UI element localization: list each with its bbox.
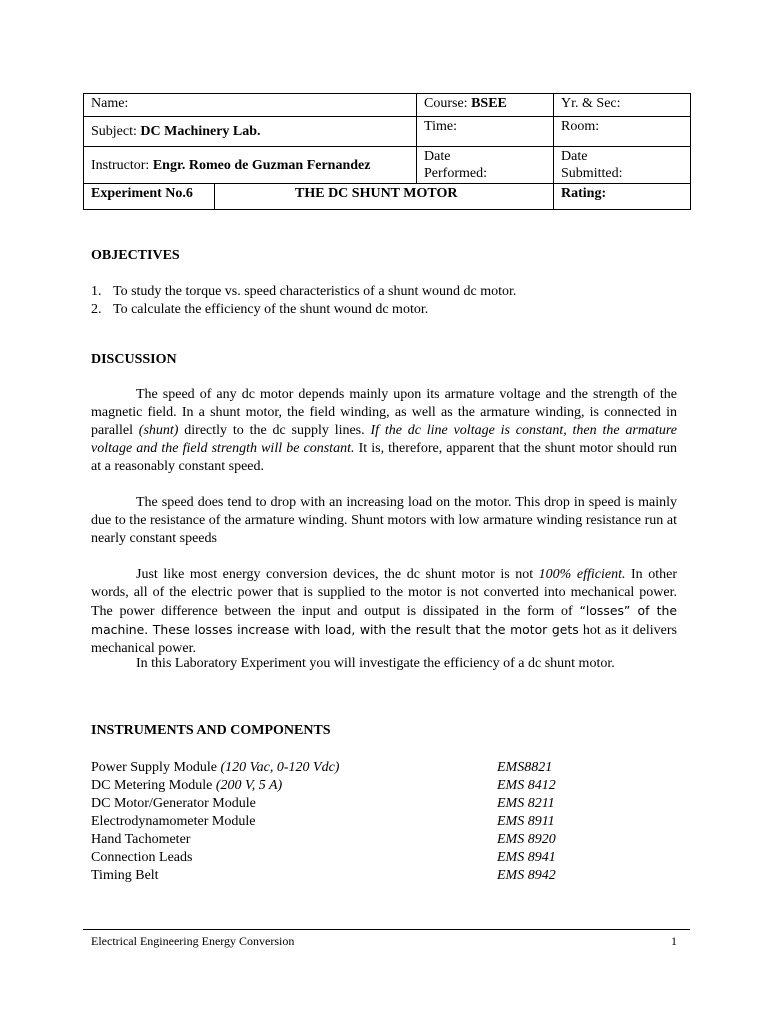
instrument-name: Timing Belt — [91, 868, 159, 883]
italic-run: If the dc line voltage is constant, then the armature voltage and the field strength will be constant. — [91, 423, 677, 456]
rating-label: Rating: — [561, 186, 607, 201]
name-label: Name: — [91, 96, 129, 111]
instrument-code: EMS 8941 — [497, 850, 556, 865]
text-run: hot as it delivers mechanical power. — [91, 623, 677, 656]
rating-cell — [554, 184, 691, 210]
instrument-name: Hand Tachometer — [91, 832, 191, 847]
instrument-name: Electrodynamometer Module — [91, 814, 256, 829]
list-item — [91, 795, 591, 813]
subject-value: DC Machinery Lab. — [140, 124, 261, 139]
date-performed-cell — [417, 147, 554, 184]
date-submitted-label-2: Submitted: — [561, 166, 623, 181]
list-item — [91, 831, 591, 849]
text-run: In other words, all of the electric power that is supplied to the motor is not converted into mechanical power. The power difference between the input and output is dissipated in the form of — [91, 567, 677, 619]
date-submitted-label-1: Date — [561, 149, 588, 164]
yrsec-cell — [554, 94, 691, 117]
instrument-name: DC Motor/Generator Module — [91, 796, 256, 811]
text-run: directly to the dc supply lines. — [178, 423, 371, 438]
instruments-list — [91, 759, 591, 885]
instrument-name: Connection Leads — [91, 850, 193, 865]
experiment-title-cell — [215, 184, 554, 210]
discussion-paragraph-4: In this Laboratory Experiment you will investigate the efficiency of a dc shunt motor. — [136, 656, 615, 671]
discussion-paragraph-3 — [91, 566, 677, 658]
time-cell — [417, 117, 554, 147]
instrument-code: EMS 8920 — [497, 832, 556, 847]
experiment-number — [84, 184, 215, 210]
lab-info-table — [83, 93, 691, 210]
instrument-name: DC Metering Module — [91, 778, 216, 793]
name-cell — [84, 94, 417, 117]
time-label: Time: — [424, 119, 457, 134]
list-item — [91, 849, 591, 867]
experiment-title: THE DC SHUNT MOTOR — [295, 186, 458, 201]
list-item — [91, 283, 516, 301]
instructor-cell — [84, 147, 417, 184]
instrument-code: EMS 8911 — [497, 814, 555, 829]
page-number: 1 — [671, 934, 677, 948]
list-text: To calculate the efficiency of the shunt wound dc motor. — [113, 302, 429, 317]
room-label: Room: — [561, 119, 600, 134]
instructor-value: Engr. Romeo de Guzman Fernandez — [152, 157, 371, 173]
footer-divider — [83, 929, 690, 930]
text-run: It is, therefore, apparent that the shunt motor should run at a reasonably constant speed. — [91, 441, 677, 474]
subject-label: Subject: — [91, 124, 137, 139]
discussion-heading: DISCUSSION — [91, 352, 177, 367]
subject-cell — [84, 117, 417, 147]
list-number: 1. — [91, 284, 102, 299]
course-label: Course: — [424, 96, 468, 111]
footer-text: Electrical Engineering Energy Conversion — [91, 934, 295, 948]
instruments-heading: INSTRUMENTS AND COMPONENTS — [91, 723, 331, 738]
room-cell — [554, 117, 691, 147]
yrsec-label: Yr. & Sec: — [561, 96, 621, 111]
sans-run: “losses” of the machine. These losses increase with load, with the result that the motor gets — [91, 603, 677, 637]
list-item — [91, 867, 591, 885]
instructor-label: Instructor: — [91, 157, 150, 173]
italic-run: (shunt) — [138, 423, 179, 438]
italic-run: 100% efficient. — [538, 567, 626, 582]
instrument-spec: (200 V, 5 A) — [215, 778, 283, 793]
list-number: 2. — [91, 302, 102, 317]
date-performed-label-2: Performed: — [424, 166, 487, 181]
list-item — [91, 301, 516, 319]
instrument-name: Power Supply Module — [91, 760, 221, 775]
objectives-heading: OBJECTIVES — [91, 248, 180, 263]
instrument-code: EMS 8211 — [497, 796, 555, 811]
text-run: Just like most energy conversion devices, the dc shunt motor is not — [136, 567, 539, 582]
experiment-label: Experiment No.6 — [91, 186, 193, 201]
course-value: BSEE — [471, 96, 507, 111]
date-performed-label-1: Date — [424, 149, 451, 164]
instrument-code: EMS 8942 — [497, 868, 556, 883]
list-text: To study the torque vs. speed characteristics of a shunt wound dc motor. — [113, 284, 517, 299]
objectives-list — [91, 283, 516, 319]
course-cell — [417, 94, 554, 117]
instrument-code: EMS 8412 — [497, 778, 556, 793]
text-run: The speed of any dc motor depends mainly upon its armature voltage and the strength of the magnetic field. In a shunt motor, the field winding, as well as the armature winding, is connected in parallel — [91, 387, 677, 438]
date-submitted-cell — [554, 147, 691, 184]
discussion-paragraph-1 — [91, 386, 677, 476]
instrument-spec: (120 Vac, 0-120 Vdc) — [220, 760, 340, 775]
list-item — [91, 759, 591, 777]
list-item — [91, 777, 591, 795]
discussion-paragraph-2: The speed does tend to drop with an increasing load on the motor. This drop in speed is mainly due to the resistance of the armature winding. Shunt motors with low armature winding resistance run at nearly constant speeds — [91, 495, 677, 546]
instrument-code: EMS8821 — [497, 760, 553, 775]
list-item — [91, 813, 591, 831]
